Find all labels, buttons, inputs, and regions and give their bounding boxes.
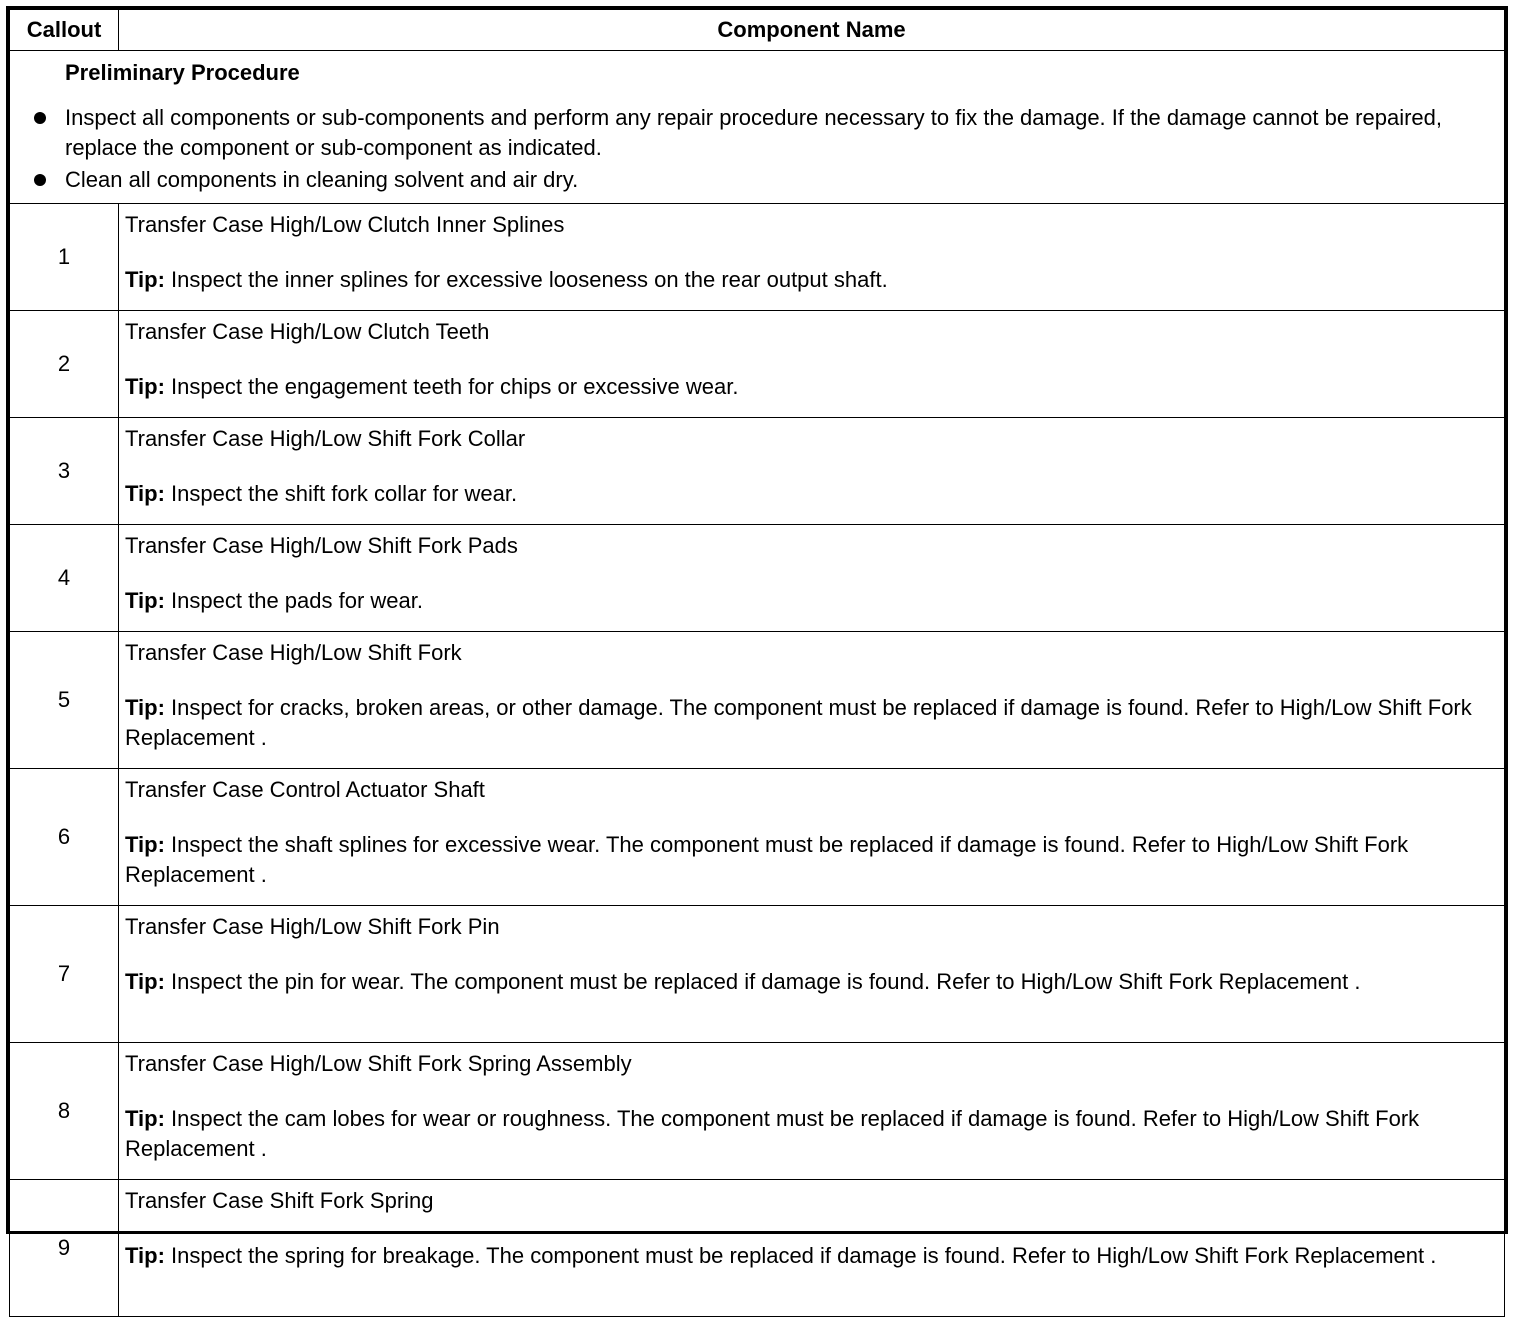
callout-number: 1 — [10, 204, 119, 311]
callout-number: 5 — [10, 632, 119, 769]
preliminary-cell — [10, 51, 1505, 204]
component-name: Transfer Case High/Low Shift Fork — [125, 640, 462, 665]
component-name: Transfer Case High/Low Clutch Teeth — [125, 319, 490, 344]
component-tip — [125, 830, 1494, 890]
component-tip — [125, 479, 1494, 509]
preliminary-title: Preliminary Procedure — [65, 60, 300, 85]
preliminary-bullet-list — [20, 103, 1496, 195]
callout-number: 9 — [10, 1180, 119, 1317]
tip-label: Tip: — [125, 481, 165, 506]
component-name: Transfer Case High/Low Shift Fork Pads — [125, 533, 518, 558]
component-cell — [119, 1043, 1505, 1180]
bullet-dot-icon — [34, 112, 46, 124]
table-row — [10, 311, 1505, 418]
component-table-sheet — [6, 6, 1508, 1268]
tip-label: Tip: — [125, 1243, 165, 1268]
table-header-row — [10, 10, 1505, 51]
bullet-dot-icon — [34, 174, 46, 186]
component-name: Transfer Case High/Low Clutch Inner Splines — [125, 212, 565, 237]
component-cell — [119, 525, 1505, 632]
preliminary-bullet — [20, 165, 1496, 195]
component-cell — [119, 769, 1505, 906]
tip-label: Tip: — [125, 267, 165, 292]
component-tip — [125, 1241, 1494, 1271]
tip-text: Inspect the cam lobes for wear or roughness. The component must be replaced if damage is found. Refer to High/Low Shift Fork Replacement . — [125, 1106, 1420, 1161]
header-component-name: Component Name — [119, 10, 1505, 51]
table-row — [10, 1043, 1505, 1180]
table-row — [10, 632, 1505, 769]
table-row — [10, 525, 1505, 632]
component-name: Transfer Case High/Low Shift Fork Collar — [125, 426, 526, 451]
tip-label: Tip: — [125, 695, 165, 720]
component-cell — [119, 204, 1505, 311]
component-tip — [125, 372, 1494, 402]
callout-number: 3 — [10, 418, 119, 525]
callout-number: 6 — [10, 769, 119, 906]
component-cell — [119, 1180, 1505, 1317]
tip-text: Inspect for cracks, broken areas, or other damage. The component must be replaced if damage is found. Refer to High/Low Shift Fork Replacement . — [125, 695, 1472, 750]
component-tip — [125, 693, 1494, 753]
component-name: Transfer Case Shift Fork Spring — [125, 1188, 434, 1213]
preliminary-bullet — [20, 103, 1496, 163]
tip-label: Tip: — [125, 374, 165, 399]
table-row — [10, 418, 1505, 525]
component-cell — [119, 311, 1505, 418]
callout-number: 8 — [10, 1043, 119, 1180]
tip-text: Inspect the shift fork collar for wear. — [171, 481, 518, 506]
table-row — [10, 204, 1505, 311]
component-cell — [119, 418, 1505, 525]
callout-number: 4 — [10, 525, 119, 632]
table-row — [10, 906, 1505, 1043]
table-row — [10, 1180, 1505, 1317]
tip-text: Inspect the pads for wear. — [171, 588, 423, 613]
tip-text: Inspect the pin for wear. The component must be replaced if damage is found. Refer to High/Low Shift Fork Replacement . — [171, 969, 1361, 994]
component-tip — [125, 586, 1494, 616]
tip-label: Tip: — [125, 588, 165, 613]
component-tip — [125, 1104, 1494, 1164]
component-cell — [119, 906, 1505, 1043]
component-table — [9, 9, 1505, 1317]
header-callout: Callout — [10, 10, 119, 51]
component-tip — [125, 967, 1494, 997]
component-tip — [125, 265, 1494, 295]
preliminary-bullet-text: Clean all components in cleaning solvent and air dry. — [65, 167, 579, 192]
table-row — [10, 769, 1505, 906]
component-cell — [119, 632, 1505, 769]
component-name: Transfer Case High/Low Shift Fork Spring Assembly — [125, 1051, 632, 1076]
callout-number: 2 — [10, 311, 119, 418]
tip-text: Inspect the engagement teeth for chips or excessive wear. — [171, 374, 739, 399]
tip-text: Inspect the inner splines for excessive looseness on the rear output shaft. — [171, 267, 888, 292]
component-name: Transfer Case Control Actuator Shaft — [125, 777, 485, 802]
tip-label: Tip: — [125, 832, 165, 857]
preliminary-row — [10, 51, 1505, 204]
callout-number: 7 — [10, 906, 119, 1043]
tip-text: Inspect the shaft splines for excessive wear. The component must be replaced if damage is found. Refer to High/Low Shift Fork Replacement . — [125, 832, 1409, 887]
preliminary-bullet-text: Inspect all components or sub-components and perform any repair procedure necessary to fix the damage. If the damage cannot be repaired, replace the component or sub-component as indicated. — [65, 105, 1443, 160]
tip-label: Tip: — [125, 1106, 165, 1131]
tip-text: Inspect the spring for breakage. The component must be replaced if damage is found. Refer to High/Low Shift Fork Replacement . — [171, 1243, 1437, 1268]
component-name: Transfer Case High/Low Shift Fork Pin — [125, 914, 500, 939]
tip-label: Tip: — [125, 969, 165, 994]
